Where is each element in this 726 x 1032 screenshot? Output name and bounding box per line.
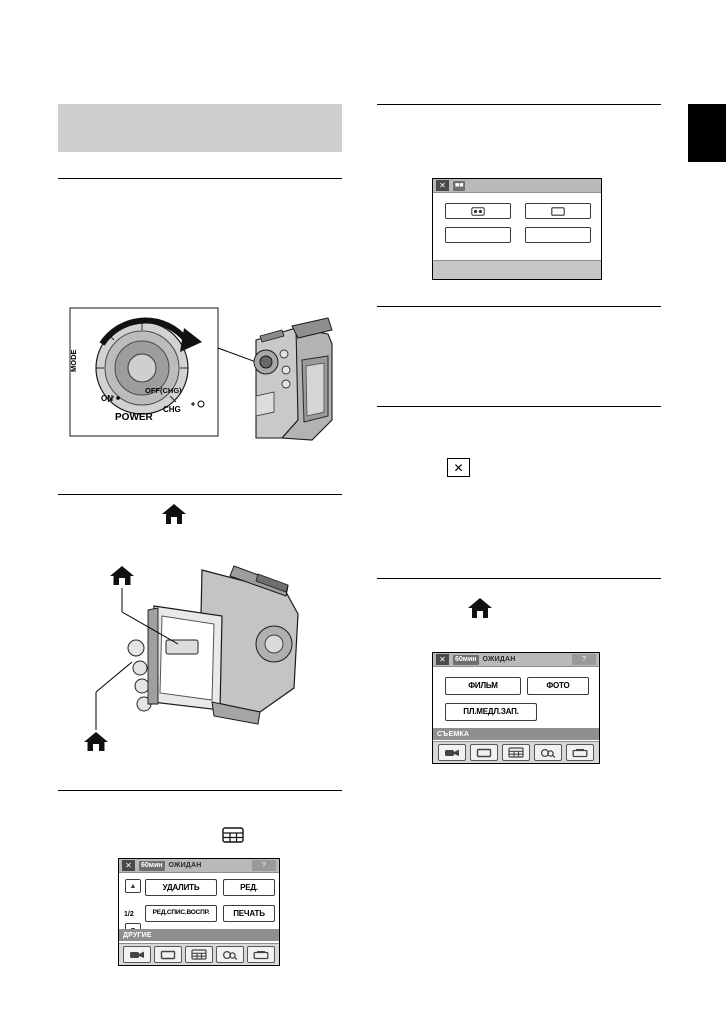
movie-button[interactable]: ФИЛЬМ — [445, 677, 521, 695]
tab-menu-grid[interactable] — [502, 744, 530, 761]
shoot-menu-statusbar — [433, 653, 599, 667]
tape-indicator: 60мин — [455, 655, 477, 663]
tab-playback[interactable] — [154, 946, 182, 963]
option-button-3[interactable] — [445, 227, 511, 243]
tab-manage-media[interactable] — [534, 744, 562, 761]
home-icon-inline-right — [466, 596, 494, 625]
menu-grid-icon-inline — [222, 826, 244, 849]
divider-right-1 — [377, 104, 661, 105]
svg-text:CHG: CHG — [163, 405, 181, 414]
delete-button[interactable]: УДАЛИТЬ — [145, 879, 217, 896]
close-icon[interactable]: ✕ — [122, 860, 135, 871]
category-label: ДРУГИЕ — [119, 929, 279, 941]
divider-left-1 — [58, 178, 342, 179]
divider-left-3 — [58, 790, 342, 791]
screen-glyph-icon — [551, 207, 565, 216]
svg-text:OFF(CHG): OFF(CHG) — [145, 386, 182, 395]
playlist-edit-button[interactable]: РЕД.СПИС.ВОСПР. — [145, 905, 217, 922]
others-menu-screen[interactable] — [118, 858, 280, 966]
status-text: ОЖИДАН — [168, 862, 202, 869]
photo-button[interactable]: ФОТО — [527, 677, 589, 695]
shoot-menu-screen[interactable] — [432, 652, 600, 764]
tab-manage-media[interactable] — [216, 946, 244, 963]
close-icon[interactable]: ✕ — [436, 654, 449, 665]
svg-text:ON: ON — [101, 394, 113, 403]
tab-camcorder[interactable] — [123, 946, 151, 963]
close-icon-inline: ✕ — [447, 458, 470, 477]
power-switch-illustration — [60, 300, 340, 485]
lcd-panel-illustration — [62, 552, 342, 772]
others-menu-tabbar[interactable] — [119, 943, 279, 965]
options-dialog-statusbar — [433, 179, 601, 193]
page-indicator: 1/2 — [124, 911, 134, 918]
shoot-menu-tabbar[interactable] — [433, 741, 599, 763]
tab-playback[interactable] — [470, 744, 498, 761]
options-dialog-screen[interactable] — [432, 178, 602, 280]
close-icon[interactable]: ✕ — [436, 180, 449, 191]
divider-right-2 — [377, 306, 661, 307]
others-menu-statusbar — [119, 859, 279, 873]
tab-others[interactable] — [566, 744, 594, 761]
battery-icon: ■■ — [455, 181, 464, 189]
svg-text:POWER: POWER — [115, 412, 153, 423]
divider-right-3 — [377, 406, 661, 407]
svg-text:MODE: MODE — [69, 349, 78, 372]
tab-camcorder[interactable] — [438, 744, 466, 761]
help-button[interactable]: ? — [572, 654, 596, 665]
category-label: СЪЕМКА — [433, 728, 599, 740]
tape-indicator: 60мин — [141, 861, 163, 869]
help-button[interactable]: ? — [252, 860, 276, 871]
edit-button[interactable]: РЕД. — [223, 879, 275, 896]
section-title-banner — [58, 104, 342, 152]
smooth-slow-rec-button[interactable]: ПЛ.МЕДЛ.ЗАП. — [445, 703, 537, 721]
divider-left-2 — [58, 494, 342, 495]
scroll-up-button[interactable]: ▲ — [125, 879, 141, 893]
option-button-1[interactable] — [445, 203, 511, 219]
tape-glyph-icon — [471, 207, 485, 216]
options-dialog-footer — [433, 260, 601, 279]
tab-menu-grid[interactable] — [185, 946, 213, 963]
status-text: ОЖИДАН — [482, 656, 516, 663]
page-edge-tab — [688, 104, 726, 162]
divider-right-4 — [377, 578, 661, 579]
option-button-4[interactable] — [525, 227, 591, 243]
option-button-2[interactable] — [525, 203, 591, 219]
tab-others[interactable] — [247, 946, 275, 963]
print-button[interactable]: ПЕЧАТЬ — [223, 905, 275, 922]
home-icon-inline-left — [160, 502, 188, 531]
